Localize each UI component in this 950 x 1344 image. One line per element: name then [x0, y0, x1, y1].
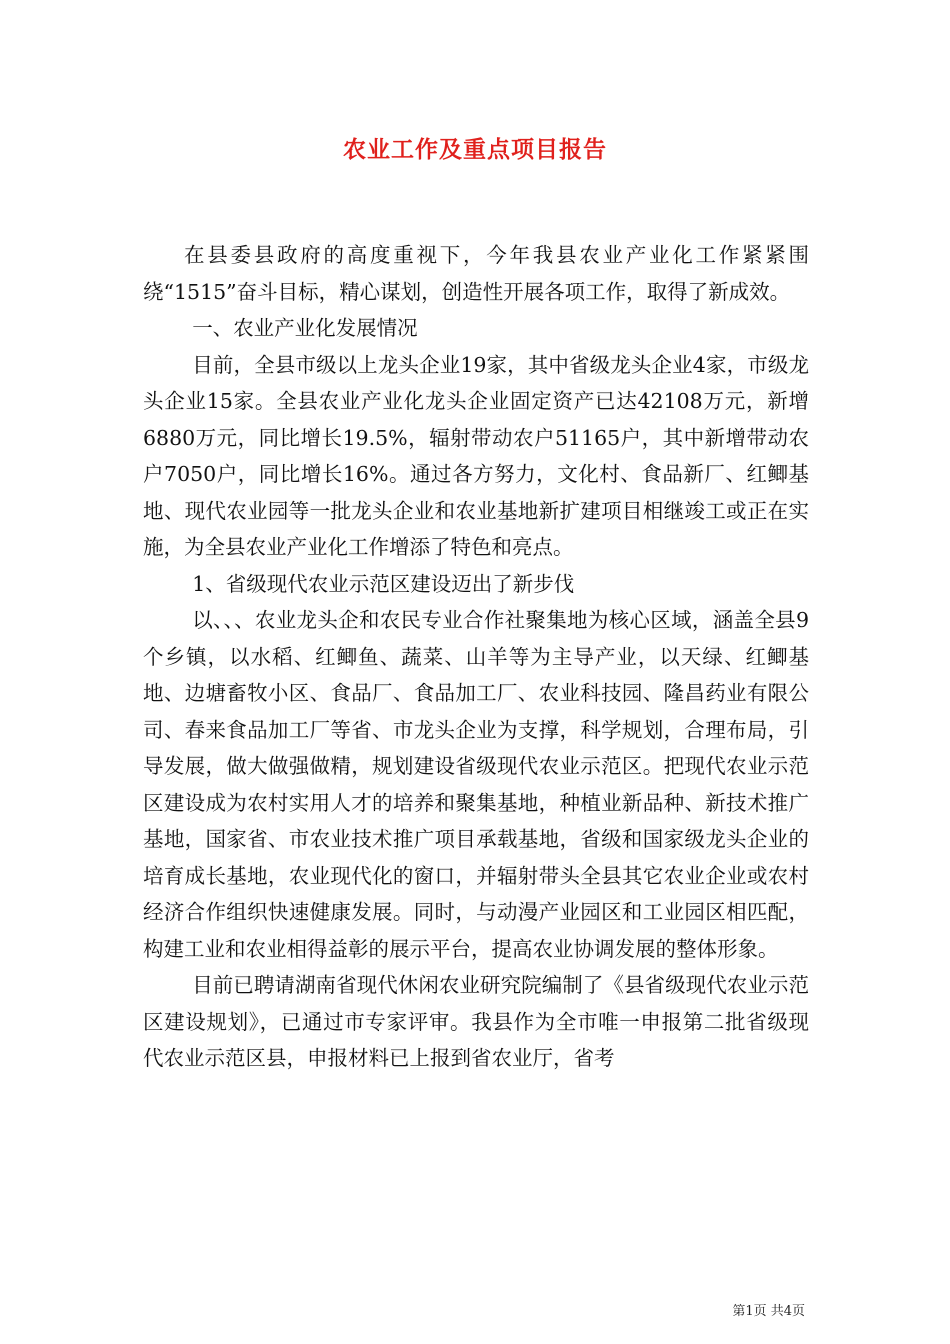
- subsection-heading: 1、省级现代农业示范区建设迈出了新步伐: [192, 571, 575, 596]
- document-title: 农业工作及重点项目报告: [343, 136, 607, 163]
- subsection-paragraph: 以、、、农业龙头企和农民专业合作社聚集地为核心区域，涵盖全县9个乡镇，以水稻、红鲫鱼、蔬菜、山羊等为主导产业，以天绿、红鲫基地、边塘畜牧小区、食品厂、食品加工厂、农业科技园、隆昌药业有限公司、春来食品加工厂等省、市龙头企业为支撑，科学规划，合理布局，引导发展，做大做强做精，规划建设省级现代农业示范区。把现代农业示范区建设成为农村实用人才的培养和聚集基地，种植业新品种、新技术推广基地，国家省、市农业技术推广项目承载基地，省级和国家级龙头企业的培育成长基地，农业现代化的窗口，并辐射带头全县其它农业企业或农村经济合作组织快速健康发展。同时，与动漫产业园区和工业园区相匹配，构建工业和农业相得益彰的展示平台，提高农业协调发展的整体形象。: [143, 608, 809, 961]
- intro-paragraph: 在县委县政府的高度重视下，今年我县农业产业化工作紧紧围绕“1515”奋斗目标，精心谋划，创造性开展各项工作，取得了新成效。: [143, 243, 809, 304]
- section-paragraph: 目前，全县市级以上龙头企业19家，其中省级龙头企业4家，市级龙头企业15家。全县农业产业化龙头企业固定资产已达42108万元，新增6880万元，同比增长19.5%，辐射带动农户51165户，其中新增带动农户7050户，同比增长16%。通过各方努力，文化村、食品新厂、红鲫基地、现代农业园等一批龙头企业和农业基地新扩建项目相继竣工或正在实施，为全县农业产业化工作增添了特色和亮点。: [143, 352, 809, 559]
- document-body: [143, 237, 809, 1077]
- page-number-footer: 第1页 共4页: [732, 1304, 805, 1319]
- section-heading: 一、农业产业化发展情况: [192, 316, 418, 340]
- subsection-paragraph-continued: 目前已聘请湖南省现代休闲农业研究院编制了《县省级现代农业示范区建设规划》，已通过市专家评审。我县作为全市唯一申报第二批省级现代农业示范区县，申报材料已上报到省农业厅，省考: [143, 973, 809, 1070]
